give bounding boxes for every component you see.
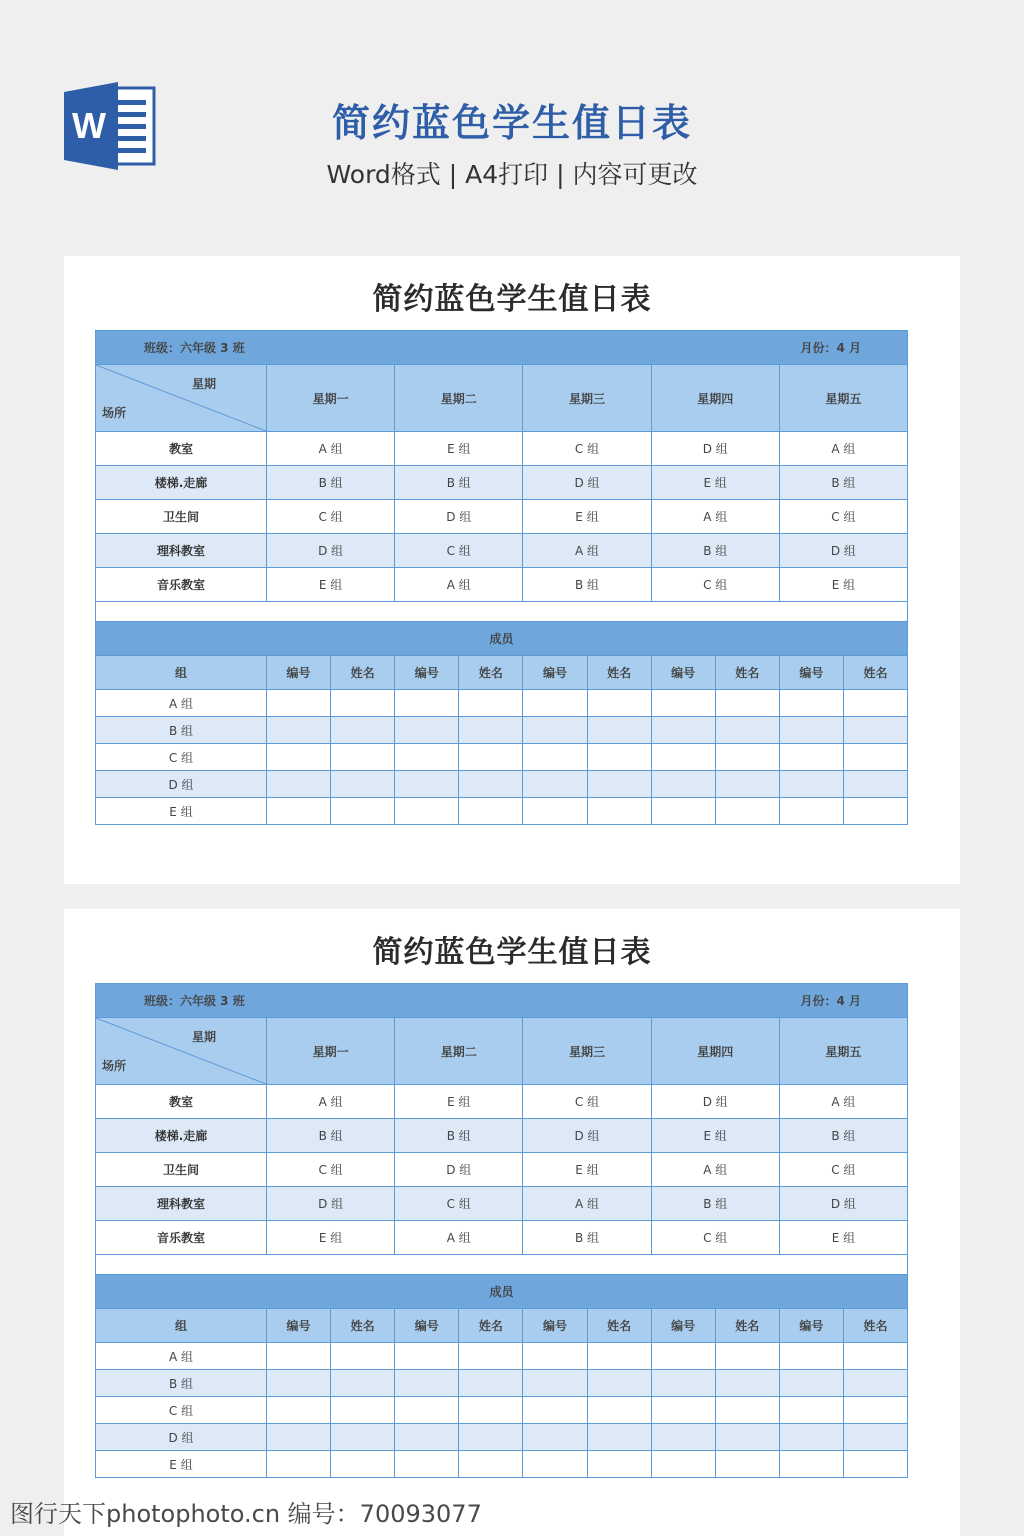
duty-cell: D 组	[779, 1187, 907, 1221]
member-entry-cell[interactable]	[715, 690, 779, 717]
duty-cell: A 组	[651, 500, 779, 534]
member-entry-cell[interactable]	[267, 771, 331, 798]
corner-place-label: 场所	[102, 406, 127, 420]
duty-cell: D 组	[267, 534, 395, 568]
place-cell: 教室	[96, 432, 267, 466]
place-cell: 音乐教室	[96, 568, 267, 602]
member-entry-cell[interactable]	[587, 1451, 651, 1478]
member-entry-cell[interactable]	[843, 798, 907, 825]
member-entry-cell[interactable]	[267, 798, 331, 825]
duty-cell: D 组	[651, 1085, 779, 1119]
member-header: 编号	[779, 1309, 843, 1343]
page-title: 简约蓝色学生值日表	[331, 101, 692, 145]
member-entry-cell[interactable]	[459, 1397, 523, 1424]
duty-cell: B 组	[779, 466, 907, 500]
member-entry-cell[interactable]	[715, 771, 779, 798]
spacer-cell	[96, 1255, 908, 1275]
member-entry-cell[interactable]	[651, 1424, 715, 1451]
member-row	[96, 1370, 908, 1397]
member-entry-cell[interactable]	[523, 717, 587, 744]
member-entry-cell[interactable]	[395, 1343, 459, 1370]
member-header: 编号	[651, 1309, 715, 1343]
spacer-row	[96, 602, 908, 622]
member-entry-cell[interactable]	[459, 744, 523, 771]
corner-place-label: 场所	[102, 1059, 127, 1073]
member-header: 编号	[523, 656, 587, 690]
member-entry-cell[interactable]	[779, 1343, 843, 1370]
duty-cell: D 组	[267, 1187, 395, 1221]
member-header: 姓名	[587, 656, 651, 690]
member-entry-cell[interactable]	[523, 771, 587, 798]
member-entry-cell[interactable]	[395, 1451, 459, 1478]
member-entry-cell[interactable]	[843, 1370, 907, 1397]
member-entry-cell[interactable]	[459, 1424, 523, 1451]
member-entry-cell[interactable]	[715, 798, 779, 825]
member-entry-cell[interactable]	[331, 798, 395, 825]
member-entry-cell[interactable]	[331, 1451, 395, 1478]
member-entry-cell[interactable]	[651, 1370, 715, 1397]
duty-cell: A 组	[523, 1187, 651, 1221]
group-cell: B 组	[96, 717, 267, 744]
member-entry-cell[interactable]	[715, 744, 779, 771]
duty-cell: E 组	[267, 1221, 395, 1255]
page-header	[0, 0, 1024, 230]
group-cell: B 组	[96, 1370, 267, 1397]
member-entry-cell[interactable]	[843, 1397, 907, 1424]
place-cell: 教室	[96, 1085, 267, 1119]
member-entry-cell[interactable]	[843, 744, 907, 771]
member-header: 编号	[523, 1309, 587, 1343]
member-entry-cell[interactable]	[779, 1424, 843, 1451]
member-entry-cell[interactable]	[267, 690, 331, 717]
member-entry-cell[interactable]	[395, 690, 459, 717]
corner-cell	[96, 1018, 267, 1085]
duty-sheet-1	[64, 256, 960, 884]
member-row	[96, 1343, 908, 1370]
duty-cell: A 组	[779, 1085, 907, 1119]
member-entry-cell[interactable]	[587, 1343, 651, 1370]
duty-row	[96, 1119, 908, 1153]
member-entry-cell[interactable]	[395, 1397, 459, 1424]
place-cell: 楼梯.走廊	[96, 1119, 267, 1153]
member-header: 姓名	[459, 1309, 523, 1343]
place-cell: 音乐教室	[96, 1221, 267, 1255]
duty-row	[96, 500, 908, 534]
duty-cell: D 组	[523, 466, 651, 500]
day-header: 星期五	[779, 1018, 907, 1085]
member-header: 姓名	[331, 1309, 395, 1343]
member-entry-cell[interactable]	[395, 771, 459, 798]
member-entry-cell[interactable]	[587, 1397, 651, 1424]
watermark: 图行天下photophoto.cn 编号：70093077	[10, 1500, 482, 1528]
member-entry-cell[interactable]	[523, 1370, 587, 1397]
member-entry-cell[interactable]	[651, 717, 715, 744]
member-entry-cell[interactable]	[715, 1343, 779, 1370]
member-entry-cell[interactable]	[715, 1397, 779, 1424]
member-entry-cell[interactable]	[459, 690, 523, 717]
member-entry-cell[interactable]	[395, 717, 459, 744]
member-entry-cell[interactable]	[523, 744, 587, 771]
day-header: 星期五	[779, 365, 907, 432]
member-entry-cell[interactable]	[331, 771, 395, 798]
duty-cell: D 组	[779, 534, 907, 568]
spacer-cell	[96, 602, 908, 622]
day-header-row	[96, 1018, 908, 1085]
duty-cell: C 组	[651, 568, 779, 602]
duty-cell: A 组	[267, 432, 395, 466]
group-cell: C 组	[96, 1397, 267, 1424]
member-entry-cell[interactable]	[587, 798, 651, 825]
info-bar	[96, 331, 908, 365]
member-entry-cell[interactable]	[651, 1451, 715, 1478]
place-cell: 卫生间	[96, 500, 267, 534]
member-entry-cell[interactable]	[459, 798, 523, 825]
group-header: 组	[96, 656, 267, 690]
duty-cell: B 组	[395, 1119, 523, 1153]
spacer-row	[96, 1255, 908, 1275]
member-entry-cell[interactable]	[587, 1424, 651, 1451]
group-cell: C 组	[96, 744, 267, 771]
duty-cell: B 组	[267, 1119, 395, 1153]
duty-cell: B 组	[395, 466, 523, 500]
member-entry-cell[interactable]	[651, 1343, 715, 1370]
member-entry-cell[interactable]	[267, 1424, 331, 1451]
duty-cell: B 组	[651, 534, 779, 568]
member-row	[96, 744, 908, 771]
duty-cell: C 组	[267, 1153, 395, 1187]
member-entry-cell[interactable]	[459, 1451, 523, 1478]
member-row	[96, 717, 908, 744]
member-entry-cell[interactable]	[331, 717, 395, 744]
day-header: 星期一	[267, 365, 395, 432]
members-title: 成员	[96, 622, 908, 656]
member-header: 编号	[395, 656, 459, 690]
member-entry-cell[interactable]	[523, 1451, 587, 1478]
member-entry-cell[interactable]	[331, 1370, 395, 1397]
month-label: 月份：4 月	[587, 331, 907, 365]
place-cell: 理科教室	[96, 534, 267, 568]
member-entry-cell[interactable]	[587, 744, 651, 771]
duty-cell: A 组	[395, 568, 523, 602]
duty-cell: C 组	[779, 1153, 907, 1187]
member-entry-cell[interactable]	[587, 717, 651, 744]
member-row	[96, 1397, 908, 1424]
member-header: 编号	[267, 1309, 331, 1343]
member-entry-cell[interactable]	[843, 1451, 907, 1478]
member-entry-cell[interactable]	[779, 798, 843, 825]
member-entry-cell[interactable]	[331, 1424, 395, 1451]
duty-cell: D 组	[651, 432, 779, 466]
member-entry-cell[interactable]	[459, 1370, 523, 1397]
member-header: 编号	[651, 656, 715, 690]
member-header-row	[96, 1309, 908, 1343]
duty-cell: E 组	[523, 500, 651, 534]
member-header: 姓名	[843, 1309, 907, 1343]
duty-row	[96, 1153, 908, 1187]
member-entry-cell[interactable]	[651, 798, 715, 825]
member-entry-cell[interactable]	[587, 1370, 651, 1397]
member-entry-cell[interactable]	[843, 1424, 907, 1451]
member-entry-cell[interactable]	[459, 771, 523, 798]
member-entry-cell[interactable]	[779, 1451, 843, 1478]
corner-day-label: 星期	[191, 377, 216, 391]
member-entry-cell[interactable]	[331, 690, 395, 717]
duty-table	[95, 983, 908, 1478]
month-label: 月份：4 月	[587, 984, 907, 1018]
member-entry-cell[interactable]	[267, 1370, 331, 1397]
member-entry-cell[interactable]	[779, 744, 843, 771]
duty-cell: E 组	[651, 466, 779, 500]
member-entry-cell[interactable]	[267, 1343, 331, 1370]
member-entry-cell[interactable]	[395, 798, 459, 825]
duty-cell: C 组	[523, 432, 651, 466]
member-header: 姓名	[459, 656, 523, 690]
member-header: 姓名	[843, 656, 907, 690]
place-cell: 楼梯.走廊	[96, 466, 267, 500]
duty-cell: E 组	[267, 568, 395, 602]
place-cell: 理科教室	[96, 1187, 267, 1221]
member-row	[96, 1451, 908, 1478]
members-bar	[96, 1275, 908, 1309]
member-entry-cell[interactable]	[267, 744, 331, 771]
corner-cell	[96, 365, 267, 432]
info-bar	[96, 984, 908, 1018]
day-header: 星期二	[395, 1018, 523, 1085]
member-entry-cell[interactable]	[267, 717, 331, 744]
member-entry-cell[interactable]	[523, 1343, 587, 1370]
duty-cell: B 组	[267, 466, 395, 500]
day-header: 星期三	[523, 365, 651, 432]
member-entry-cell[interactable]	[843, 690, 907, 717]
member-entry-cell[interactable]	[459, 717, 523, 744]
duty-cell: B 组	[523, 568, 651, 602]
day-header: 星期三	[523, 1018, 651, 1085]
duty-row	[96, 1221, 908, 1255]
sheet-title: 简约蓝色学生值日表	[372, 282, 652, 317]
page-subtitle: Word格式 | A4打印 | 内容可更改	[326, 160, 698, 189]
duty-row	[96, 534, 908, 568]
member-row	[96, 798, 908, 825]
member-entry-cell[interactable]	[843, 771, 907, 798]
member-header-row	[96, 656, 908, 690]
diagonal-line	[96, 365, 266, 431]
member-header: 姓名	[715, 656, 779, 690]
member-entry-cell[interactable]	[587, 771, 651, 798]
duty-cell: A 组	[523, 534, 651, 568]
duty-cell: A 组	[651, 1153, 779, 1187]
duty-cell: B 组	[651, 1187, 779, 1221]
group-cell: D 组	[96, 771, 267, 798]
group-cell: A 组	[96, 690, 267, 717]
member-row	[96, 690, 908, 717]
member-header: 编号	[395, 1309, 459, 1343]
duty-cell: B 组	[523, 1221, 651, 1255]
member-header: 姓名	[587, 1309, 651, 1343]
member-entry-cell[interactable]	[331, 1343, 395, 1370]
member-entry-cell[interactable]	[267, 1451, 331, 1478]
duty-cell: A 组	[395, 1221, 523, 1255]
duty-cell: E 组	[651, 1119, 779, 1153]
group-header: 组	[96, 1309, 267, 1343]
member-entry-cell[interactable]	[331, 1397, 395, 1424]
duty-sheet-2	[64, 909, 960, 1536]
member-entry-cell[interactable]	[715, 1370, 779, 1397]
duty-cell: E 组	[523, 1153, 651, 1187]
duty-cell: D 组	[523, 1119, 651, 1153]
member-header: 姓名	[331, 656, 395, 690]
duty-table	[95, 330, 908, 825]
member-entry-cell[interactable]	[395, 1424, 459, 1451]
member-entry-cell[interactable]	[459, 1343, 523, 1370]
member-entry-cell[interactable]	[779, 717, 843, 744]
group-cell: E 组	[96, 1451, 267, 1478]
member-entry-cell[interactable]	[395, 744, 459, 771]
member-entry-cell[interactable]	[523, 1424, 587, 1451]
member-row	[96, 771, 908, 798]
duty-cell: C 组	[395, 534, 523, 568]
group-cell: A 组	[96, 1343, 267, 1370]
diagonal-line	[96, 1018, 266, 1084]
duty-row	[96, 568, 908, 602]
day-header-row	[96, 365, 908, 432]
corner-day-label: 星期	[191, 1030, 216, 1044]
day-header: 星期二	[395, 365, 523, 432]
class-label: 班级：六年级 3 班	[96, 984, 588, 1018]
member-entry-cell[interactable]	[843, 1343, 907, 1370]
duty-cell: C 组	[779, 500, 907, 534]
duty-cell: E 组	[779, 568, 907, 602]
member-entry-cell[interactable]	[587, 690, 651, 717]
duty-cell: C 组	[523, 1085, 651, 1119]
duty-cell: D 组	[395, 500, 523, 534]
duty-cell: C 组	[651, 1221, 779, 1255]
member-entry-cell[interactable]	[523, 690, 587, 717]
place-cell: 卫生间	[96, 1153, 267, 1187]
duty-cell: A 组	[267, 1085, 395, 1119]
member-entry-cell[interactable]	[715, 717, 779, 744]
duty-cell: C 组	[267, 500, 395, 534]
svg-text:W: W	[72, 105, 106, 146]
members-bar	[96, 622, 908, 656]
duty-row	[96, 1085, 908, 1119]
member-header: 编号	[779, 656, 843, 690]
sheet-title: 简约蓝色学生值日表	[372, 935, 652, 970]
member-entry-cell[interactable]	[843, 717, 907, 744]
member-entry-cell[interactable]	[651, 744, 715, 771]
member-entry-cell[interactable]	[779, 690, 843, 717]
duty-row	[96, 432, 908, 466]
member-entry-cell[interactable]	[779, 771, 843, 798]
day-header: 星期四	[651, 1018, 779, 1085]
group-cell: E 组	[96, 798, 267, 825]
member-entry-cell[interactable]	[267, 1397, 331, 1424]
member-entry-cell[interactable]	[779, 1370, 843, 1397]
duty-cell: E 组	[395, 432, 523, 466]
member-entry-cell[interactable]	[523, 1397, 587, 1424]
member-entry-cell[interactable]	[651, 1397, 715, 1424]
duty-cell: D 组	[395, 1153, 523, 1187]
member-entry-cell[interactable]	[651, 690, 715, 717]
day-header: 星期一	[267, 1018, 395, 1085]
member-entry-cell[interactable]	[331, 744, 395, 771]
duty-cell: B 组	[779, 1119, 907, 1153]
member-entry-cell[interactable]	[779, 1397, 843, 1424]
member-entry-cell[interactable]	[715, 1451, 779, 1478]
member-entry-cell[interactable]	[715, 1424, 779, 1451]
member-entry-cell[interactable]	[523, 798, 587, 825]
member-entry-cell[interactable]	[651, 771, 715, 798]
duty-cell: E 组	[779, 1221, 907, 1255]
duty-cell: E 组	[395, 1085, 523, 1119]
duty-row	[96, 1187, 908, 1221]
member-entry-cell[interactable]	[395, 1370, 459, 1397]
class-label: 班级：六年级 3 班	[96, 331, 588, 365]
member-header: 姓名	[715, 1309, 779, 1343]
group-cell: D 组	[96, 1424, 267, 1451]
duty-cell: C 组	[395, 1187, 523, 1221]
duty-cell: A 组	[779, 432, 907, 466]
member-header: 编号	[267, 656, 331, 690]
members-title: 成员	[96, 1275, 908, 1309]
duty-row	[96, 466, 908, 500]
member-row	[96, 1424, 908, 1451]
day-header: 星期四	[651, 365, 779, 432]
